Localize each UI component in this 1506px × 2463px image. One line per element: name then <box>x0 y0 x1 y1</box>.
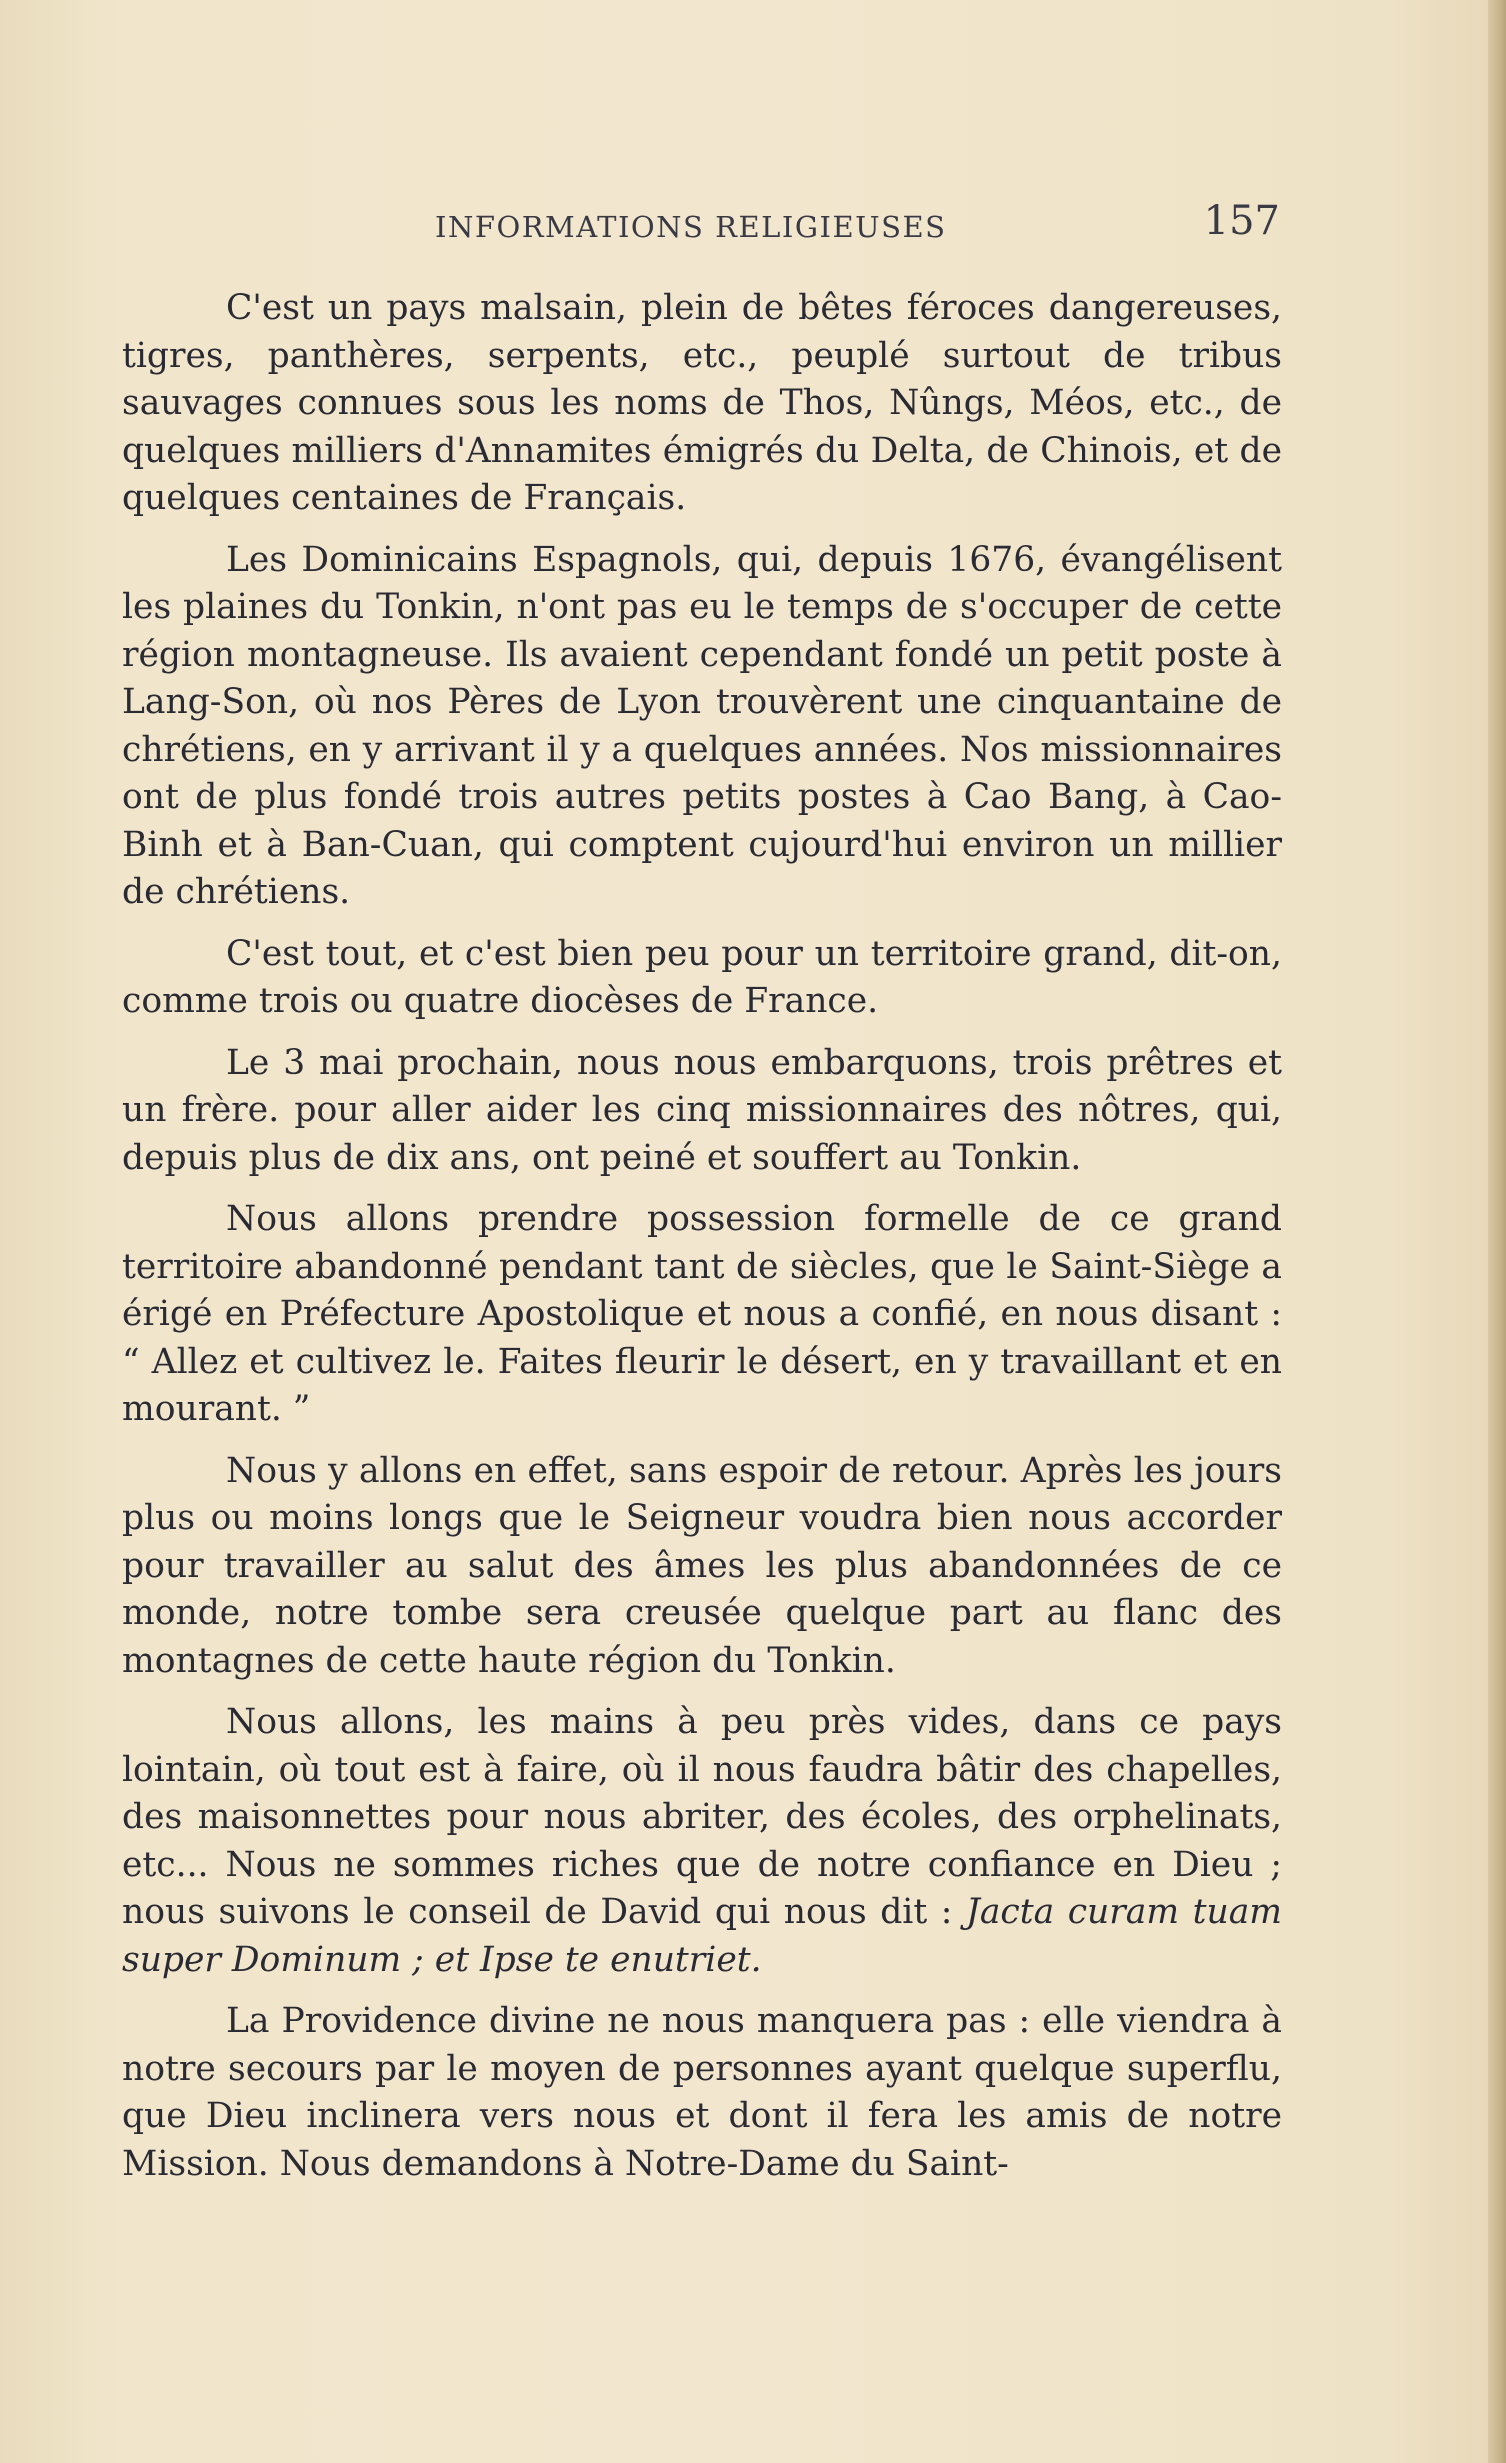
paragraph: Les Dominicains Espagnols, qui, depuis 1676, évangélisent les plaines du Tonkin, n'ont pas eu le temps de s'occuper de cette région montagneuse. Ils avaient cependant fondé un petit poste à Lang-Son, où nos Pères de Lyon trouvèrent une cinquantaine de chrétiens, en y arrivant il y a quelques années. Nos missionnaires ont de plus fondé trois autres petits postes à Cao Bang, à Cao-Binh et à Ban-Cuan, qui comptent cujourd'hui environ un millier de chrétiens. <box>122 539 1282 912</box>
paragraph: Nous y allons en effet, sans espoir de retour. Après les jours plus ou moins longs que le Seigneur voudra bien nous accorder pour travailler au salut des âmes les plus abandonnées de ce monde, notre tombe sera creusée quelque part au flanc des montagnes de cette haute région du Tonkin. <box>122 1450 1282 1681</box>
paragraph: La Providence divine ne nous manquera pas : elle viendra à notre secours par le moyen de personnes ayant quelque superflu, que Dieu inclinera vers nous et dont il fera les amis de notre Mission. Nous demandons à Notre-Dame du Saint- <box>122 2001 1282 2184</box>
paragraph: C'est tout, et c'est bien peu pour un territoire grand, dit-on, comme trois ou quatre diocèses de France. <box>122 933 1282 1021</box>
paragraph: C'est un pays malsain, plein de bêtes féroces dangereuses, tigres, panthères, serpents, etc., peuplé surtout de tribus sauvages connues sous les noms de Thos, Nûngs, Méos, etc., de quelques milliers d'Annamites émigrés du Delta, de Chinois, et de quelques centaines de Français. <box>122 288 1282 518</box>
body-text <box>122 285 1282 2202</box>
paragraph: Le 3 mai prochain, nous nous embarquons, trois prêtres et un frère. pour aller aider les cinq missionnaires des nôtres, qui, depuis plus de dix ans, ont peiné et souffert au Tonkin. <box>122 1042 1282 1178</box>
running-head: INFORMATIONS RELIGIEUSES <box>435 210 947 244</box>
paragraph: Nous allons prendre possession formelle de ce grand territoire abandonné pendant tant de siècles, que le Saint-Siège a érigé en Préfecture Apostolique et nous a confié, en nous disant : “ Allez et cultivez le. Faites fleurir le désert, en y travaillant et en mourant. ” <box>122 1199 1282 1429</box>
page-edge <box>1488 0 1506 2463</box>
page-number: 157 <box>1203 198 1280 244</box>
paragraph <box>122 1699 1282 1984</box>
paragraph-text: Nous allons, les mains à peu près vides, dans ce pays lointain, où tout est à faire, où il nous faudra bâtir des chapelles, des maisonnettes pour nous abriter, des écoles, des orphelinats, etc... Nous ne sommes riches que de notre confiance en Dieu ; nous suivons le conseil de David qui nous dit : <box>122 1702 1282 1932</box>
latin-quotation: Jacta curam tuam super Dominum ; et Ipse te enutriet. <box>122 1892 1282 1980</box>
page-header <box>120 190 1280 260</box>
